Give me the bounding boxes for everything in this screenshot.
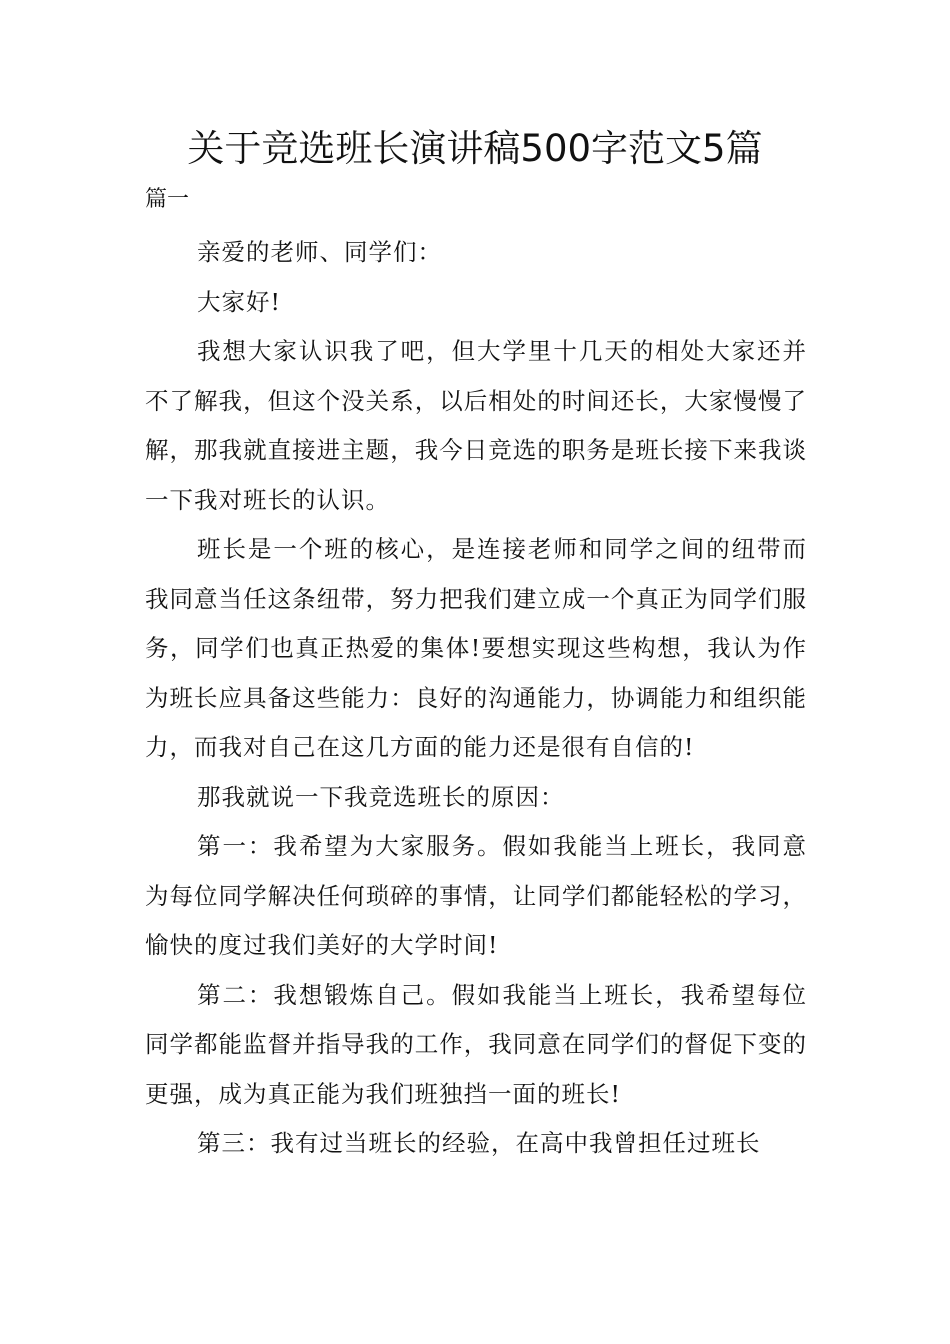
paragraph: 那我就说一下我竞选班长的原因：: [197, 782, 565, 811]
document-title: 关于竞选班长演讲稿500字范文5篇: [187, 127, 763, 170]
paragraph: 大家好!: [197, 287, 281, 316]
paragraph: 班长是一个班的核心，是连接老师和同学之间的纽带而我同意当任这条纽带，努力把我们建立成一个真正为同学们服务，同学们也真正热爱的集体!要想实现这些构想，我认为作为班长应具备这些能力：良好的沟通能力，协调能力和组织能力，而我对自己在这几方面的能力还是很有自信的!: [145, 535, 807, 761]
paragraph: 第三：我有过当班长的经验，在高中我曾担任过班长: [197, 1129, 761, 1157]
paragraph: 我想大家认识我了吧，但大学里十几天的相处大家还并不了解我，但这个没关系，以后相处的时间还长，大家慢慢了解，那我就直接进主题，我今日竞选的职务是班长接下来我谈一下我对班长的认识。: [145, 337, 807, 514]
section-label: 篇一: [145, 187, 190, 212]
paragraph: 第一：我希望为大家服务。假如我能当上班长，我同意为每位同学解决任何琐碎的事情，让同学们都能轻松的学习，愉快的度过我们美好的大学时间!: [145, 832, 807, 959]
document-body: [145, 228, 807, 1169]
paragraph: 第二：我想锻炼自己。假如我能当上班长，我希望每位同学都能监督并指导我的工作，我同意在同学们的督促下变的更强，成为真正能为我们班独挡一面的班长!: [145, 980, 807, 1108]
paragraph: 亲爱的老师、同学们：: [197, 238, 442, 266]
